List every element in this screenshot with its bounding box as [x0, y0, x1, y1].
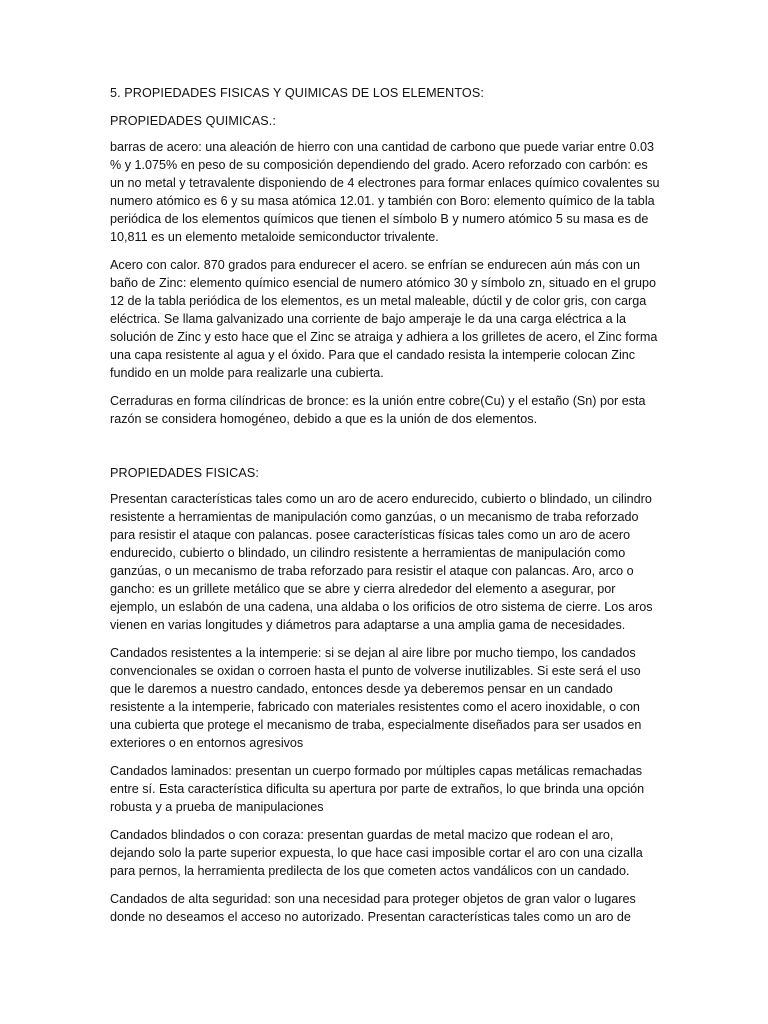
paragraph-intemperie: Candados resistentes a la intemperie: si se dejan al aire libre por mucho tiempo, los candados convencionales se oxidan o corroen hasta el punto de volverse inutilizables. Si este será el uso que le daremos a nuestro candado, entonces desde ya deberemos pensar en un candado resistente a la intemperie, fabricado con materiales resistentes como el acero inoxidable, o con una cubierta que protege el mecanismo de traba, especialmente diseñados para ser usados en exteriores o en entornos agresivos: [110, 646, 642, 750]
paragraph-cerraduras-bronce: Cerraduras en forma cilíndricas de bronce: es la unión entre cobre(Cu) y el estaño (Sn) por esta razón se considera homogéneo, debido a que es la unión de dos elementos.: [110, 394, 646, 426]
document-page: [110, 84, 660, 936]
section-spacer: [110, 438, 660, 464]
paragraph-blindados: Candados blindados o con coraza: presentan guardas de metal macizo que rodean el aro, dejando solo la parte superior expuesta, lo que hace casi imposible cortar el aro con una cizalla para pernos, la herramienta predilecta de los que cometen actos vandálicos con un candado.: [110, 828, 643, 878]
section-heading-fisicas: PROPIEDADES FISICAS:: [110, 466, 259, 480]
paragraph-acero-barras: barras de acero: una aleación de hierro con una cantidad de carbono que puede variar entre 0.03 % y 1.075% en peso de su composición dependiendo del grado. Acero reforzado con carbón: es un no metal y tetravalente disponiendo de 4 electrones para formar enlaces químico covalentes su numero atómico es 6 y su masa atómica 12.01. y también con Boro: elemento químico de la tabla periódica de los elementos químicos que tienen el símbolo B y numero atómico 5 su masa es de 10,811 es un elemento metaloide semiconductor trivalente.: [110, 140, 660, 244]
section-heading-quimicas: PROPIEDADES QUIMICAS.:: [110, 114, 276, 128]
document-title: 5. PROPIEDADES FISICAS Y QUIMICAS DE LOS ELEMENTOS:: [110, 86, 484, 100]
paragraph-acero-calor: Acero con calor. 870 grados para endurecer el acero. se enfrían se endurecen aún más con un baño de Zinc: elemento químico esencial de numero atómico 30 y símbolo zn, situado en el grupo 12 de la tabla periódica de los elementos, es un metal maleable, dúctil y de color gris, con carga eléctrica. Se llama galvanizado una corriente de bajo amperaje le da una carga eléctrica a la solución de Zinc y esto hace que el Zinc se atraiga y adhiera a los grilletes de acero, el Zinc forma una capa resistente al agua y el óxido. Para que el candado resista la intemperie colocan Zinc fundido en un molde para realizarle una cubierta.: [110, 258, 658, 380]
paragraph-alta-seguridad: Candados de alta seguridad: son una necesidad para proteger objetos de gran valor o lugares donde no deseamos el acceso no autorizado. Presentan características tales como un aro de: [110, 892, 636, 924]
paragraph-laminados: Candados laminados: presentan un cuerpo formado por múltiples capas metálicas remachadas entre sí. Esta característica dificulta su apertura por parte de extraños, lo que brinda una opción robusta y a prueba de manipulaciones: [110, 764, 645, 814]
paragraph-caracteristicas: Presentan características tales como un aro de acero endurecido, cubierto o blindado, un cilindro resistente a herramientas de manipulación como ganzúas, o un mecanismo de traba reforzado para resistir el ataque con palancas. posee características físicas tales como un aro de acero endurecido, cubierto o blindado, un cilindro resistente a herramientas de manipulación como ganzúas, o un mecanismo de traba reforzado para resistir el ataque con palancas. Aro, arco o gancho: es un grillete metálico que se abre y cierra alrededor del elemento a asegurar, por ejemplo, un eslabón de una cadena, una aldaba o los orificios de otro sistema de cierre. Los aros vienen en varias longitudes y diámetros para adaptarse a una amplia gama de necesidades.: [110, 492, 653, 632]
